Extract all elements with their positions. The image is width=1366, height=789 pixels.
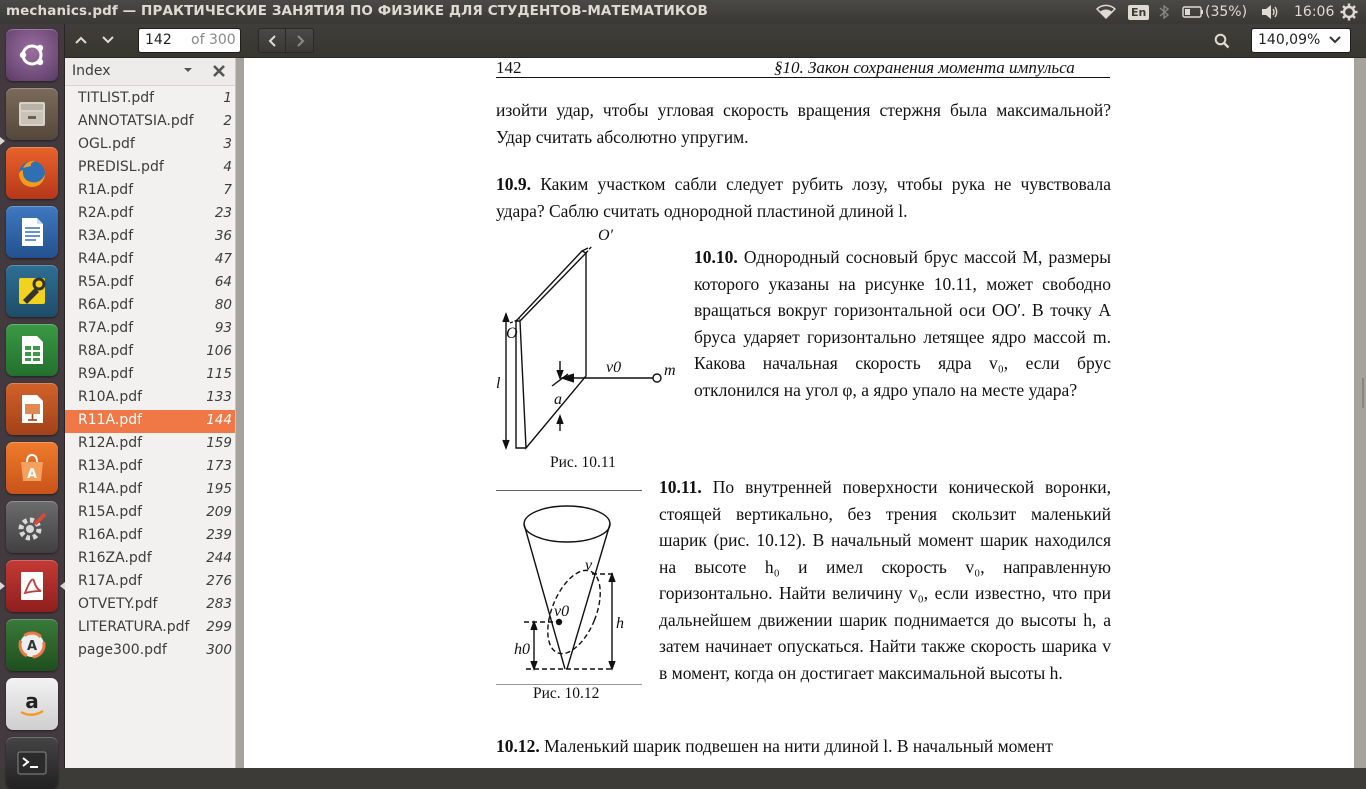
top-panel [0,0,1366,24]
index-item-page: 93 [214,320,232,336]
index-item[interactable] [65,180,235,203]
libreoffice-calc-icon[interactable] [6,324,58,376]
index-item-name: ANNOTATSIA.pdf [78,113,194,129]
toolbar [65,24,1366,58]
system-settings-icon[interactable] [6,501,58,553]
launcher [0,24,65,768]
software-updater-icon[interactable] [6,619,58,671]
index-item[interactable] [65,640,235,663]
index-item-name: TITLIST.pdf [78,90,155,106]
problem-10-12: 10.12. Маленький шарик подвешен на нити длиной l. В начальный момент [496,736,1053,756]
terminal-icon[interactable] [6,737,58,789]
index-item-name: R16ZA.pdf [78,550,152,566]
index-item[interactable] [65,525,235,548]
index-item-page: 276 [206,573,232,589]
close-icon[interactable] [211,63,227,79]
svg-text:A: A [26,467,38,482]
index-item-name: R8A.pdf [78,343,134,359]
index-item-page: 1 [223,90,232,106]
running-head-page-number: 142 [496,58,522,77]
index-item-page: 4 [223,159,232,175]
index-item-name: OGL.pdf [78,136,135,152]
index-item-name: R9A.pdf [78,366,134,382]
label-l: l [496,375,501,392]
label-v: v [585,557,593,574]
page-total-label: of 300 [191,32,236,48]
index-item-page: 173 [206,458,232,474]
index-item-name: R2A.pdf [78,205,134,221]
document-viewer-icon[interactable] [6,560,58,612]
sidebar-title: Index [72,63,111,79]
index-item[interactable] [65,594,235,617]
index-item-name: LITERATURA.pdf [78,619,190,635]
index-item-page: 133 [206,389,232,405]
index-item-page: 80 [214,297,232,313]
index-item[interactable] [65,226,235,249]
window-title: mechanics.pdf — ПРАКТИЧЕСКИЕ ЗАНЯТИЯ ПО ФИЗИКЕ ДЛЯ СТУДЕНТОВ-МАТЕМАТИКОВ [6,3,708,19]
problem-10-11: 10.11. По внутренней поверхности конической воронки, стоящей вертикально, без трения скользит маленький шарик (рис. 10.12). В начальный момент шарик находился на высоте h₀ и имел скорость v₀, направленную горизонтально. Найти величину v₀, если известно, что при дальнейшем движении шарик поднимается до высоты h, а затем начинает опускаться. Найти также скорость шарика v в момент, когда он достигает максимальной высоты h. [659,477,1112,683]
index-item-name: R12A.pdf [78,435,143,451]
index-item[interactable] [65,456,235,479]
chevron-right-icon [296,34,306,48]
sidebar-header [65,58,235,86]
index-item[interactable] [65,203,235,226]
page-number-field[interactable] [138,28,241,53]
index-item-page: 244 [206,550,232,566]
running-indicator [0,582,5,590]
index-item-name: R10A.pdf [78,389,143,405]
figure-top-rule [496,490,642,491]
svg-text:a: a [25,689,39,713]
index-item[interactable] [65,295,235,318]
running-head-title: §10. Закон сохранения момента импульса [774,58,1075,77]
label-v0: v0 [554,603,570,620]
index-item-page: 7 [223,182,232,198]
index-item-name: R4A.pdf [78,251,134,267]
index-item-name: R14A.pdf [78,481,143,497]
label-m: m [664,362,676,379]
index-item[interactable] [65,617,235,640]
system-tools-icon[interactable] [6,265,58,317]
label-h0: h0 [514,641,530,658]
index-item-name: R11A.pdf [78,412,143,428]
dash-home-icon[interactable] [6,29,58,81]
index-item-page: 3 [223,136,232,152]
caption-10-12: Рис. 10.12 [533,685,600,702]
index-item-page: 144 [206,412,232,428]
amazon-icon[interactable] [6,678,58,730]
label-h: h [616,615,624,632]
index-item-name: OTVETY.pdf [78,596,158,612]
index-item[interactable] [65,157,235,180]
index-item[interactable] [65,134,235,157]
document-view[interactable] [236,58,1366,768]
index-item[interactable] [65,410,235,433]
back-button[interactable] [259,29,286,52]
software-center-icon[interactable] [6,442,58,494]
index-item-page: 299 [206,619,232,635]
index-item[interactable] [65,341,235,364]
clock[interactable]: 16:06 [1294,4,1335,20]
index-item[interactable] [65,387,235,410]
index-item[interactable] [65,88,235,111]
history-navigation [258,28,314,53]
pdf-page [244,58,1354,768]
label-a: a [554,391,562,408]
index-item-page: 47 [214,251,232,267]
find-button[interactable] [1209,28,1235,53]
search-icon [1214,33,1230,49]
index-item-name: R15A.pdf [78,504,143,520]
index-item-name: R6A.pdf [78,297,134,313]
index-item[interactable] [65,111,235,134]
forward-button[interactable] [287,29,314,52]
index-item-page: 239 [206,527,232,543]
index-item-name: PREDISL.pdf [78,159,164,175]
page-number-input[interactable]: 142 [145,32,172,48]
libreoffice-writer-icon[interactable] [6,206,58,258]
index-list [65,88,235,663]
index-item[interactable] [65,272,235,295]
chevron-down-icon [1328,32,1342,48]
paragraph-continuation: изойти удар, чтобы угловая скорость вращения стержня была максимальной? Удар считать абсолютно упругим. [496,100,1111,147]
index-item-page: 115 [206,366,232,382]
problem-10-9: 10.9. Каким участком сабли следует рубить лозу, чтобы рука не чувствовала удара? Саблю считать однородной пластиной длиной l. [496,174,1112,221]
index-item-page: 209 [206,504,232,520]
index-item-name: R3A.pdf [78,228,134,244]
index-item[interactable] [65,502,235,525]
index-item-page: 2 [223,113,232,129]
scrollbar-indicator[interactable] [1362,378,1364,408]
index-item[interactable] [65,571,235,594]
index-item-name: R7A.pdf [78,320,134,336]
caption-10-11: Рис. 10.11 [550,454,616,471]
next-page-button[interactable] [95,27,121,53]
index-item-name: R5A.pdf [78,274,134,290]
label-o: O [506,325,518,342]
running-head-rule [496,77,1110,78]
index-item[interactable] [65,364,235,387]
index-item[interactable] [65,479,235,502]
battery-percent: (35%) [1205,4,1248,20]
firefox-icon[interactable] [6,147,58,199]
chevron-left-icon [267,34,277,48]
index-item-name: R16A.pdf [78,527,143,543]
lang-label: En [1128,5,1149,20]
index-item-page: 36 [214,228,232,244]
index-item-page: 23 [214,205,232,221]
libreoffice-impress-icon[interactable] [6,383,58,435]
chevron-down-icon [101,35,115,45]
volume-icon[interactable] [1260,0,1280,24]
running-indicator [0,137,5,145]
sidebar-mode-dropdown[interactable] [183,65,193,75]
figure-10-12 [496,494,642,684]
sidebar [65,58,236,768]
zoom-value: 140,09% [1258,32,1321,48]
index-item[interactable] [65,249,235,272]
index-item-name: R17A.pdf [78,573,143,589]
files-icon[interactable] [6,88,58,140]
svg-text:A: A [26,639,38,654]
index-item-page: 195 [206,481,232,497]
battery-icon[interactable] [1182,0,1204,24]
problem-10-10: 10.10. Однородный сосновый брус массой M, размеры которого указаны на рисунке 10.11, может свободно вращаться вокруг горизонтальной оси OO′. В точку A бруса ударяет горизонтально летящее ядро массой m. Какова начальная скорость ядра v₀, если брус отклонился на угол φ, а ядро упало на месте удара? [694,247,1111,400]
index-item-page: 283 [206,596,232,612]
index-item-page: 64 [214,274,232,290]
index-item-name: page300.pdf [78,642,167,658]
index-item[interactable] [65,433,235,456]
index-item[interactable] [65,318,235,341]
index-item-page: 300 [206,642,232,658]
zoom-select[interactable] [1251,28,1351,53]
session-gear-icon[interactable] [1340,0,1358,24]
wifi-icon[interactable] [1096,0,1116,24]
index-item-name: R1A.pdf [78,182,134,198]
label-v0: v0 [606,359,622,376]
keyboard-layout-indicator[interactable] [1128,0,1149,24]
previous-page-button[interactable] [68,27,94,53]
bluetooth-icon[interactable] [1158,0,1170,24]
index-item-page: 159 [206,435,232,451]
index-item-page: 106 [206,343,232,359]
index-item[interactable] [65,548,235,571]
label-o-prime: O′ [598,227,614,244]
figure-10-11 [496,226,678,454]
chevron-up-icon [74,35,88,45]
index-item-name: R13A.pdf [78,458,143,474]
